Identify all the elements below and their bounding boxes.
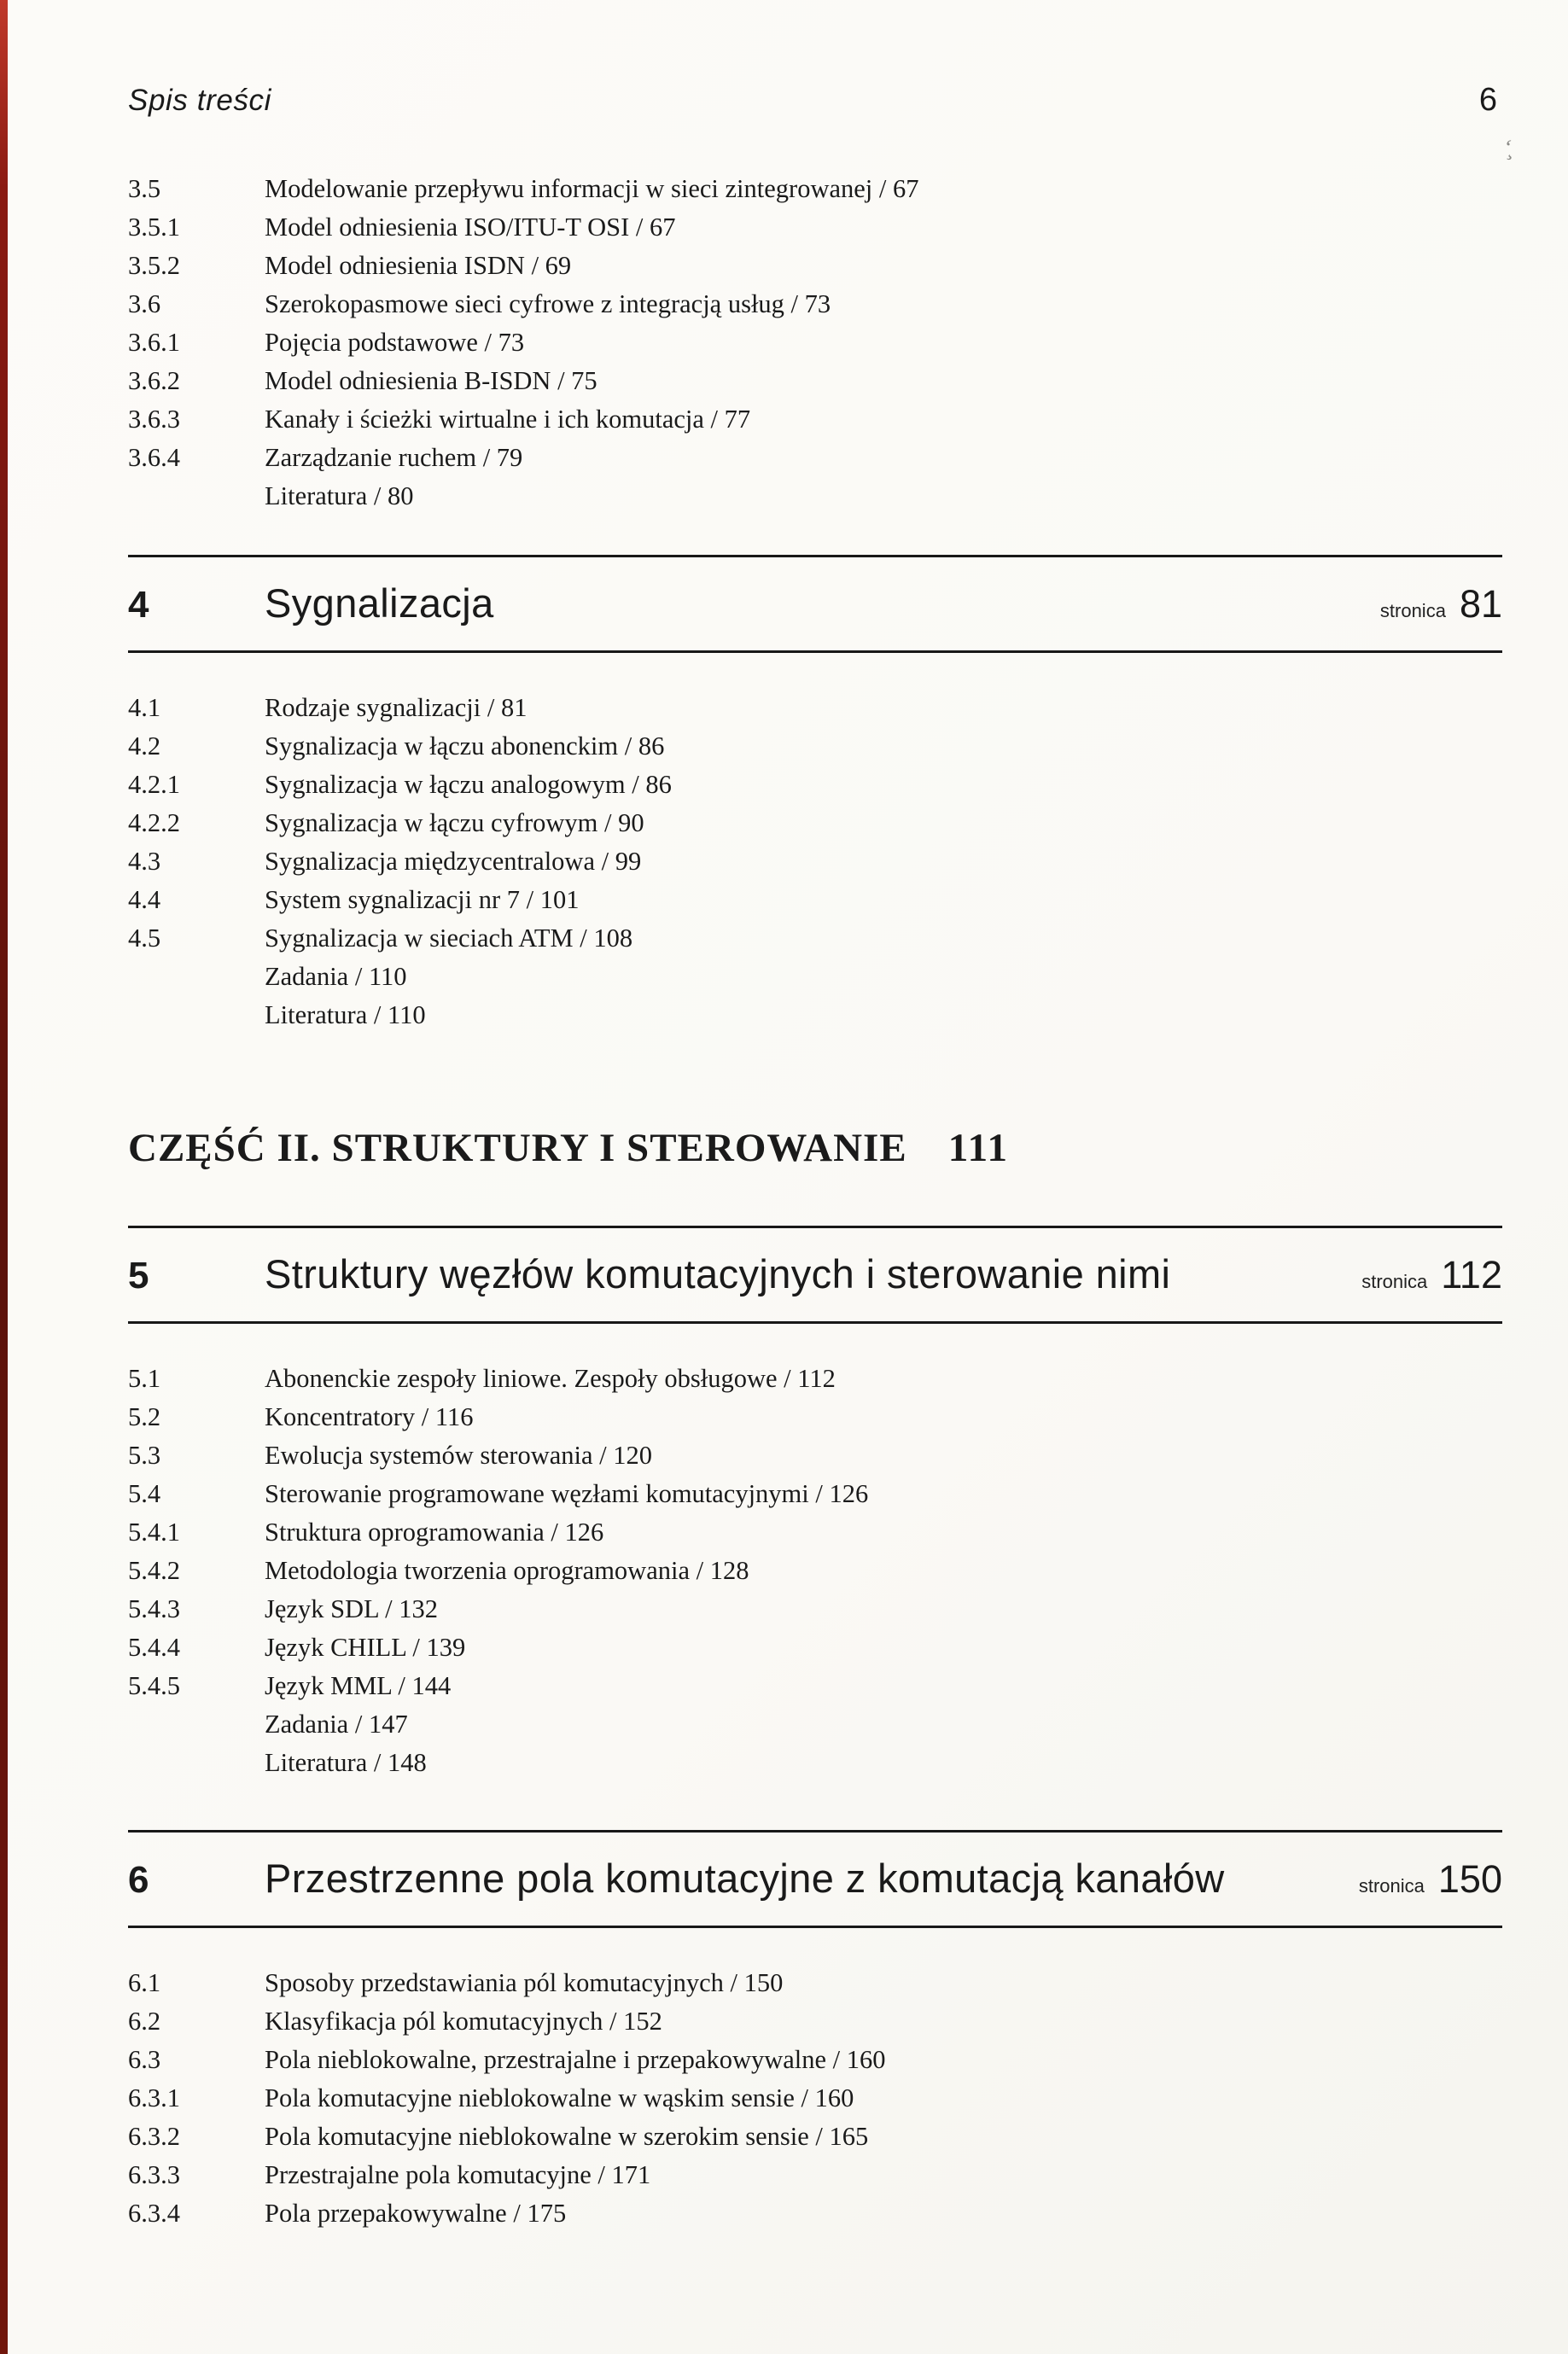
toc-entry [128,285,1502,323]
toc-entry [128,2002,1502,2041]
scan-artifact: ʻ̧ [1501,134,1515,160]
entry-title: Język MML / 144 [265,1671,452,1700]
toc-entry [128,208,1502,247]
entry-title: Model odniesienia ISDN / 69 [265,251,572,280]
chapter-page-group [1340,1857,1502,1902]
entry-number: 6.3.3 [128,2160,180,2189]
part-page-number: 111 [947,1126,1010,1170]
entry-title: Sygnalizacja międzycentralowa / 99 [265,847,642,876]
entry-number [128,996,265,1034]
toc-entry [128,1964,1502,2002]
entry-number: 4.2.2 [128,808,180,837]
entry-number: 3.5 [128,174,161,203]
entry-title: Zarządzanie ruchem / 79 [265,443,523,472]
entry-title: Pola przepakowywalne / 175 [265,2199,567,2228]
entry-title: Rodzaje sygnalizacji / 81 [265,693,528,722]
chapter-heading-row [128,1833,1502,1926]
entry-number: 5.2 [128,1402,161,1431]
entry-title: Sygnalizacja w łączu analogowym / 86 [265,770,672,799]
toc-entry [128,1552,1502,1590]
toc-entry [128,804,1502,842]
toc-entry [128,400,1502,439]
toc-entry [128,689,1502,727]
toc-entry [128,170,1502,208]
entry-number [128,477,265,516]
entry-number [128,958,265,996]
toc-entry [128,766,1502,804]
divider [128,1321,1502,1324]
entry-title: Język CHILL / 139 [265,1633,466,1662]
chapter-page-group [1361,582,1502,626]
chapter-heading [128,555,1502,653]
entry-number: 4.1 [128,693,161,722]
entry-number: 6.3.4 [128,2199,180,2228]
toc-entry [128,439,1502,477]
entry-title: Szerokopasmowe sieci cyfrowe z integracją usług / 73 [265,289,831,318]
entry-number: 3.6 [128,289,161,318]
entry-title: Literatura / 80 [265,481,414,510]
toc-entry [128,2079,1502,2118]
entry-number: 4.2.1 [128,770,180,799]
chapter-page-number: 150 [1437,1857,1502,1901]
toc-entry [128,477,1502,516]
entry-title: Sygnalizacja w sieciach ATM / 108 [265,924,633,953]
toc-entry [128,1475,1502,1513]
entry-number: 5.4.3 [128,1594,180,1623]
entry-title: Literatura / 148 [265,1748,427,1777]
entry-title: System sygnalizacji nr 7 / 101 [265,885,580,914]
toc-entry [128,996,1502,1034]
toc-entry [128,2118,1502,2156]
entry-number: 6.3.1 [128,2083,180,2112]
entry-title: Koncentratory / 116 [265,1402,474,1431]
entry-title: Sygnalizacja w łączu cyfrowym / 90 [265,808,644,837]
toc-sections [128,170,1502,2233]
entry-title: Ewolucja systemów sterowania / 120 [265,1441,653,1470]
chapter-page-label: stronica [1379,600,1446,621]
toc-entry [128,958,1502,996]
chapter-page-label: stronica [1361,1271,1428,1292]
toc-entry [128,1360,1502,1398]
entry-title: Literatura / 110 [265,1000,426,1029]
entry-title: Sterowanie programowane węzłami komutacyjnymi / 126 [265,1479,869,1508]
chapter-page-label: stronica [1358,1875,1425,1897]
entry-number: 4.4 [128,885,161,914]
toc-entry-list [128,689,1502,1034]
entry-number: 3.6.2 [128,366,180,395]
toc-entry-list [128,1360,1502,1782]
chapter-page-number: 81 [1459,582,1502,626]
entry-title: Pola komutacyjne nieblokowalne w wąskim sensie / 160 [265,2083,854,2112]
chapter-heading-row [128,1228,1502,1321]
entry-title: Kanały i ścieżki wirtualne i ich komutacja / 77 [265,405,751,434]
toc-entry [128,2194,1502,2233]
entry-title: Pola nieblokowalne, przestrajalne i przepakowywalne / 160 [265,2045,886,2074]
toc-entry-list [128,1964,1502,2233]
chapter-title: Struktury węzłów komutacyjnych i sterowanie nimi [265,1251,1171,1296]
toc-entry [128,1744,1502,1782]
chapter-page-group [1343,1253,1502,1297]
toc-entry [128,1629,1502,1667]
entry-title: Sygnalizacja w łączu abonenckim / 86 [265,731,665,760]
toc-entry [128,1513,1502,1552]
toc-entry [128,2041,1502,2079]
entry-title: Pola komutacyjne nieblokowalne w szerokim sensie / 165 [265,2122,869,2151]
part-heading [128,1125,1502,1171]
toc-entry [128,1590,1502,1629]
entry-title: Struktura oprogramowania / 126 [265,1518,604,1547]
entry-title: Metodologia tworzenia oprogramowania / 128 [265,1556,749,1585]
page-header [128,82,1502,119]
toc-entry [128,1705,1502,1744]
divider [128,650,1502,653]
entry-number: 4.5 [128,924,161,953]
toc-entry [128,727,1502,766]
chapter-heading-row [128,557,1502,650]
entry-number: 5.4.4 [128,1633,180,1662]
entry-number: 6.1 [128,1968,161,1997]
toc-entry-list [128,170,1502,516]
entry-number: 3.6.3 [128,405,180,434]
chapter-title: Sygnalizacja [265,580,494,626]
entry-number: 3.5.1 [128,213,180,242]
toc-entry [128,362,1502,400]
chapter-number: 6 [128,1859,149,1901]
chapter-heading [128,1830,1502,1928]
toc-entry [128,2156,1502,2194]
toc-entry [128,1436,1502,1475]
entry-number: 4.2 [128,731,161,760]
entry-number: 6.3.2 [128,2122,180,2151]
entry-number: 3.6.4 [128,443,180,472]
entry-number [128,1744,265,1782]
toc-entry [128,1667,1502,1705]
chapter-number: 5 [128,1255,149,1296]
toc-entry [128,881,1502,919]
chapter-page-number: 112 [1441,1253,1502,1296]
chapter-title: Przestrzenne pola komutacyjne z komutacją kanałów [265,1856,1225,1901]
entry-number: 6.2 [128,2007,161,2036]
entry-title: Klasyfikacja pól komutacyjnych / 152 [265,2007,662,2036]
entry-number: 3.5.2 [128,251,180,280]
entry-title: Sposoby przedstawiania pól komutacyjnych / 150 [265,1968,784,1997]
toc-entry [128,247,1502,285]
toc-entry [128,1398,1502,1436]
chapter-heading [128,1226,1502,1324]
entry-number: 6.3 [128,2045,161,2074]
entry-number: 5.4 [128,1479,161,1508]
divider [128,1926,1502,1928]
page-number: 6 [1478,82,1497,118]
entry-number [128,1705,265,1744]
entry-title: Abonenckie zespoły liniowe. Zespoły obsługowe / 112 [265,1364,836,1393]
entry-title: Przestrajalne pola komutacyjne / 171 [265,2160,651,2189]
entry-number: 5.4.1 [128,1518,180,1547]
entry-title: Język SDL / 132 [265,1594,439,1623]
entry-number: 5.3 [128,1441,161,1470]
entry-title: Model odniesienia ISO/ITU-T OSI / 67 [265,213,676,242]
entry-title: Zadania / 110 [265,962,407,991]
entry-title: Zadania / 147 [265,1710,408,1739]
entry-number: 5.4.2 [128,1556,180,1585]
entry-title: Model odniesienia B-ISDN / 75 [265,366,597,395]
part-title: CZĘŚĆ II. STRUKTURY I STEROWANIE [128,1126,907,1170]
chapter-number: 4 [128,584,149,626]
entry-number: 3.6.1 [128,328,180,357]
toc-entry [128,919,1502,958]
entry-number: 4.3 [128,847,161,876]
toc-entry [128,323,1502,362]
toc-entry [128,842,1502,881]
entry-number: 5.4.5 [128,1671,180,1700]
page-header-title: Spis treści [128,84,272,117]
entry-title: Modelowanie przepływu informacji w sieci zintegrowanej / 67 [265,174,919,203]
entry-number: 5.1 [128,1364,161,1393]
entry-title: Pojęcia podstawowe / 73 [265,328,525,357]
